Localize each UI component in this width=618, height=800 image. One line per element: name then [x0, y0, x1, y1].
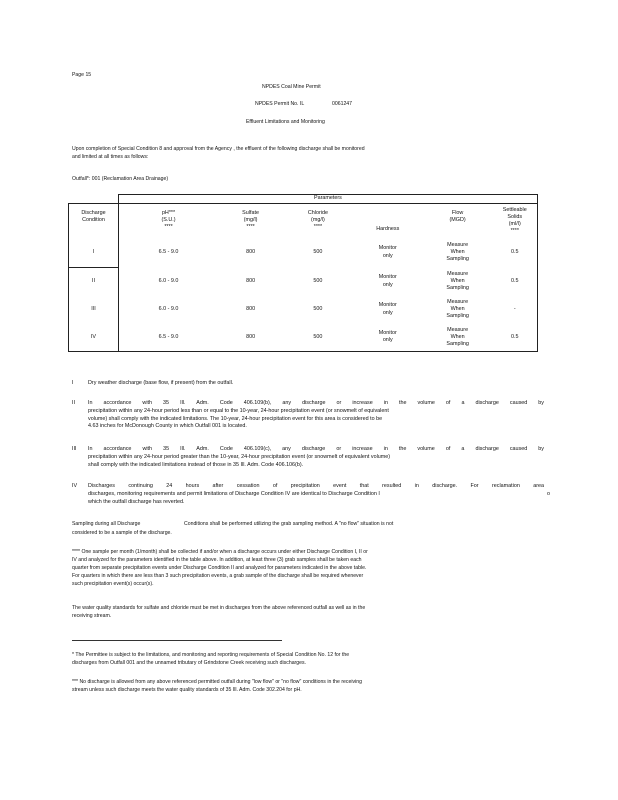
table-row: I 6.5 - 9.0 800 500 Monitor only Measure When Sampling 0.5	[69, 238, 538, 268]
col-header-chloride: Chloride (mg/l) ****	[307, 210, 328, 231]
table-row: IV 6.5 - 9.0 800 500 Monitor only Measure When Sampling 0.5	[69, 324, 538, 352]
grab-note-line-4: For quarters in which there are less than 3 such precipitation events, a grab sample of the discharge shall be required whenever	[72, 573, 364, 579]
footnote-1-line-1: * The Permittee is subject to the limitations, and monitoring and reporting requirements of Special Condition No. 12 for the	[72, 652, 350, 658]
condition-note-iii: III In accordance with 35 Ill. Adm. Code 406.109(c), any discharge or increase in the volume of a discharge caused by precipitation within any 24-hour period greater than the 10-year, 24-hour precipitation event (or snowmelt of equivalent volume) shall comply with the indicated limitations instead of those in 35 Ill. Adm. Code 406.106(b).	[72, 446, 544, 468]
condition-note-ii: II In accordance with 35 Ill. Adm. Code 406.109(b), any discharge or increase in the volume of a discharge caused by precipitation within any 24-hour period less than or equal to the 10-year, 24-hour precipitation event (or snowmelt of equivalent volume) shall comply with the indicated limitations. The 10-year, 24-hour precipitation event for this area is considered to be 4.63 inches for McDonough County in which Outfall 001 is located.	[72, 400, 544, 430]
col-header-condition: Discharge Condition	[69, 204, 119, 238]
water-quality-line-1: The water quality standards for sulfate and chloride must be met in discharges from the above referenced outfall as well as in the	[72, 605, 366, 611]
intro-line-2: and limited at all times as follows:	[72, 154, 149, 160]
grab-note-line-1: **** One sample per month (1/month) shall be collected if and/or when a discharge occurs under either Discharge Condition I, II or	[72, 549, 368, 555]
outfall-label: Outfall*: 001 (Reclamation Area Drainage)	[72, 176, 169, 182]
footnote-1-line-2: discharges from Outfall 001 and the unnamed tributary of Grindstone Creek receiving such discharges.	[72, 660, 306, 666]
footnote-divider	[72, 640, 282, 641]
table-header-row	[69, 204, 538, 238]
table-row: III 6.0 - 9.0 800 500 Monitor only Measure When Sampling -	[69, 296, 538, 324]
sampling-line-2: considered to be a sample of the discharge.	[72, 530, 172, 536]
page-number: Page 15	[72, 72, 92, 78]
parameters-table	[68, 194, 538, 352]
permit-number: 0061247	[332, 101, 353, 107]
grab-note-line-5: such precipitation event(s) occur(s).	[72, 581, 154, 587]
grab-note-line-2: IV and analyzed for the parameters identified in the table above. In addition, at least three (3) grab samples shall be taken each	[72, 557, 362, 563]
footnote-2-line-1: *** No discharge is allowed from any above referenced permitted outfall during "low flow" or "no flow" conditions in the receiving	[72, 679, 362, 685]
col-header-flow: Flow (MGD)	[449, 210, 466, 224]
parameters-header: Parameters	[118, 195, 537, 204]
col-header-ph: pH*** (S.U.) ****	[161, 210, 176, 231]
section-title: Effluent Limitations and Monitoring	[246, 119, 325, 125]
footnote-2-line-2: stream unless such discharge meets the water quality standards of 35 Ill. Adm. Code 302.204 for pH.	[72, 687, 302, 693]
col-header-settleable-solids: Settleable Solids (ml/l) ****	[493, 204, 538, 238]
document-title: NPDES Coal Mine Permit	[262, 84, 321, 90]
water-quality-line-2: receiving stream.	[72, 613, 112, 619]
condition-note-i: I Dry weather discharge (base flow, if present) from the outfall.	[72, 380, 234, 386]
permit-label: NPDES Permit No. IL	[255, 101, 305, 107]
table-row: II 6.0 - 9.0 800 500 Monitor only Measure When Sampling 0.5	[69, 268, 538, 296]
condition-note-iv: IV Discharges continuing 24 hours after cessation of precipitation event that resulted in discharge. For reclamation area discharges, monitoring requirements and permit limitations of Discharge Condition IV are identical to Discharge Condition I which the outfall discharge has reverted. o	[72, 483, 550, 505]
intro-line-1: Upon completion of Special Condition 8 and approval from the Agency , the effluent of the following discharge shall be monitored	[72, 146, 365, 152]
grab-note-line-3: quarter from separate precipitation events under Discharge Condition II and analyzed for parameters indicated in the above table.	[72, 565, 367, 571]
sampling-line-1b: Conditions shall be performed utilizing the grab sampling method. A "no flow" situation is not	[184, 521, 394, 527]
col-header-hardness: Hardness	[376, 226, 400, 233]
col-header-sulfate: Sulfate (mg/l) ****	[242, 210, 259, 231]
sampling-line-1a: Sampling during all Discharge	[72, 521, 141, 527]
